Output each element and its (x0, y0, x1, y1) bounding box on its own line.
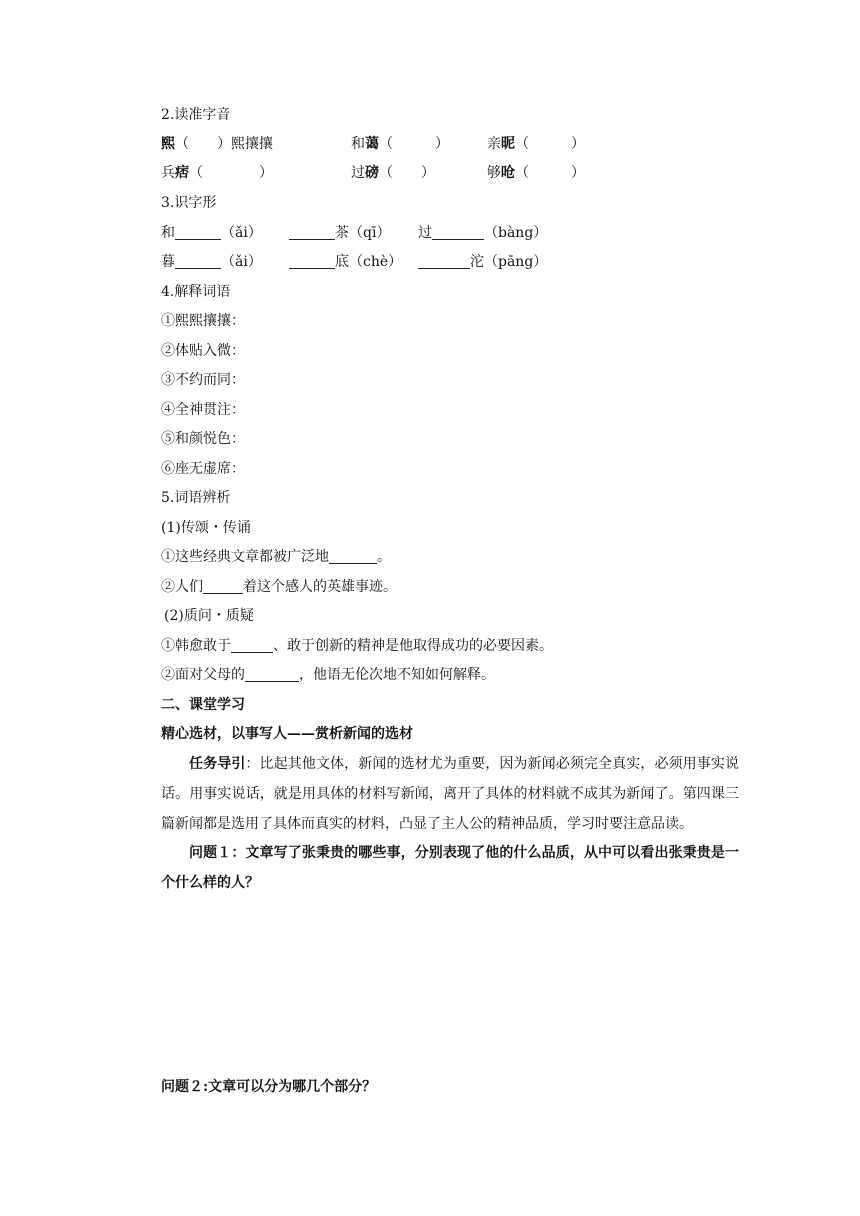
answer-blank[interactable] (175, 225, 221, 240)
glyph-item: 和 （ǎi） (161, 225, 262, 241)
answer-paren[interactable]: （ ） (515, 136, 585, 152)
answer-blank[interactable] (432, 225, 484, 240)
answer-paren[interactable]: （ ） (379, 136, 449, 152)
answer-paren[interactable]: （ ） (379, 165, 435, 181)
answer-blank[interactable] (289, 225, 335, 240)
analysis-group-title: (1)传颂・传诵 (161, 520, 251, 536)
words-heading: 4.解释词语 (161, 284, 231, 300)
target-char: 蔼 (365, 136, 379, 152)
answer-paren[interactable]: （ ） (189, 165, 273, 181)
analysis-heading: 5.词语辨析 (161, 490, 231, 506)
pronunciation-item: 够呛（ ） (487, 165, 585, 181)
analysis-sentence: ①韩愈敢于 、敢于创新的精神是他取得成功的必要因素。 (161, 638, 553, 654)
pronunciation-item: 熙（ ）熙攘攘 (161, 136, 273, 152)
pronunciation-item: 亲昵（ ） (487, 136, 585, 152)
word-item: ③不约而同： (161, 372, 245, 388)
answer-blank[interactable] (418, 254, 470, 269)
answer-blank[interactable] (289, 254, 335, 269)
analysis-sentence: ①这些经典文章都被广泛地 。 (161, 549, 391, 565)
pronunciation-heading: 2.读准字音 (161, 107, 231, 123)
answer-blank[interactable] (329, 549, 377, 564)
analysis-sentence: ②人们 着这个感人的英雄事迹。 (161, 579, 397, 595)
answer-blank[interactable] (231, 638, 273, 653)
pronunciation-item: 和蔼（ ） (351, 136, 449, 152)
word-item: ④全神贯注： (161, 402, 245, 418)
pronunciation-item: 过磅（ ） (351, 165, 435, 181)
glyph-item: 茶（qī） (289, 223, 390, 243)
answer-blank[interactable] (203, 579, 243, 594)
question-1: 问题１：文章写了张秉贵的哪些事，分别表现了他的什么品质，从中可以看出张秉贵是一个什么样的人？ (161, 845, 739, 891)
analysis-sentence: ②面对父母的 ，他语无伦次地不知如何解释。 (161, 667, 495, 683)
word-item: ②体贴入微： (161, 343, 245, 359)
word-item: ⑥座无虚席： (161, 461, 245, 477)
analysis-group-title: (2)质问・质疑 (164, 608, 254, 624)
target-char: 昵 (501, 136, 515, 152)
task-text: ：比起其他文体，新闻的选材尤为重要，因为新闻必须完全真实，必须用事实说话。用事实说话，就是用具体的材料写新闻，离开了具体的材料就不成其为新闻了。第四课三篇新闻都是选用了具体而真实的材料，凸显了主人公的精神品质，学习时要注意品读。 (161, 756, 739, 832)
question-2: 问题２:文章可以分为哪几个部分？ (161, 1079, 377, 1095)
target-char: 熙 (161, 136, 175, 152)
section-subheading: 精心选材，以事写人——赏析新闻的选材 (161, 726, 413, 742)
glyph-item: 沱（pāng） (418, 252, 547, 272)
pronunciation-item: 兵痞（ ） (161, 165, 273, 181)
answer-blank[interactable] (245, 667, 299, 682)
target-char: 痞 (175, 165, 189, 181)
answer-blank[interactable] (175, 254, 221, 269)
word-item: ⑤和颜悦色： (161, 431, 245, 447)
glyph-item: 暮 （ǎi） (161, 254, 262, 270)
glyph-heading: 3.识字形 (161, 195, 217, 211)
task-label: 任务导引 (189, 756, 246, 772)
word-item: ①熙熙攘攘： (161, 313, 245, 329)
glyph-item: 过 （bàng） (418, 225, 548, 241)
target-char: 呛 (501, 165, 515, 181)
section-heading: 二、课堂学习 (161, 697, 245, 713)
answer-paren[interactable]: （ ） (175, 136, 231, 152)
target-char: 磅 (365, 165, 379, 181)
task-guide-paragraph (161, 749, 739, 839)
glyph-item: 底（chè） (289, 252, 402, 272)
answer-paren[interactable]: （ ） (515, 165, 585, 181)
